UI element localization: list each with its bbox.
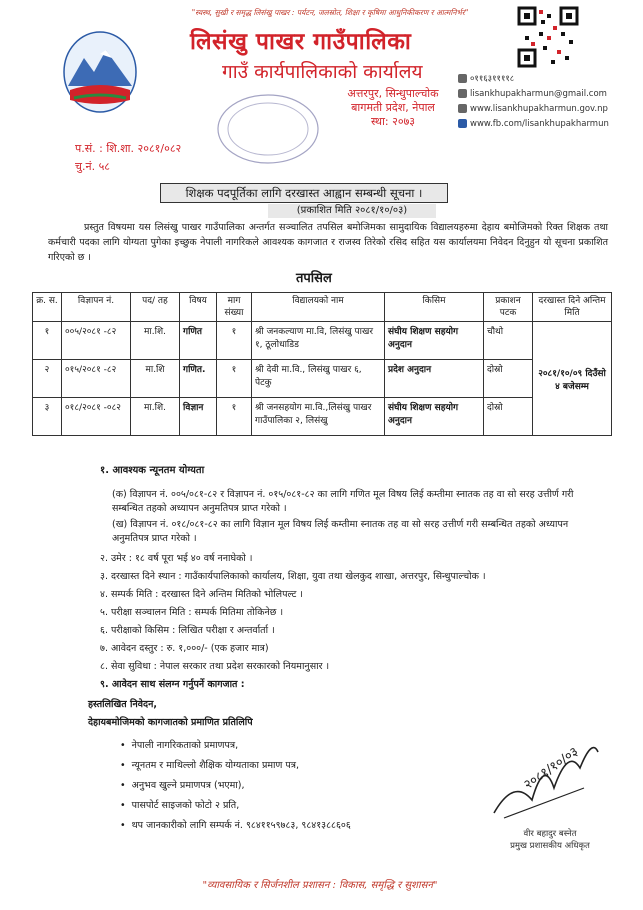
signatory — [500, 828, 600, 852]
reference-block — [75, 140, 181, 176]
email-icon — [458, 89, 467, 98]
table-row: १ ००५/२०८१ -८२ मा.शि. गणित १ श्री जनकल्याण मा.वि, लिसंखु पाखर १, ठूलोधाडिड संघीय शिक्षण सहयोग अनुदान चौथो २०८१/१०/०९ दिउँसो ४ बजेसम्म — [33, 322, 612, 360]
intro-paragraph: प्रस्तुत विषयमा यस लिसंखु पाखर गाउँपालिका अन्तर्गत सञ्चालित तपसिल बमोजिमका सामुदायिक विद्यालयहरुमा देहाय बमोजिमको रिक्त शिक्षक तथा कर्मचारी पदका लागि योग्यता पुगेका इच्छुक नेपाली नागरिकले आवश्यक कागजात र राजस्व तिरेको रसिद सहित यस कार्यालयमा निवेदन दिनुहुन यो सूचना प्रकाशित गरिएको छ । — [48, 222, 608, 263]
requirement-item: ४. सम्पर्क मिति : दरखास्त दिने अन्तिम मितिको भोलिपल्ट । — [100, 589, 304, 600]
facebook-icon — [458, 119, 467, 128]
col-school: विद्यालयको नाम — [252, 293, 385, 322]
col-count: माग संख्या — [217, 293, 252, 322]
deadline-cell: २०८१/१०/०९ दिउँसो ४ बजेसम्म — [533, 322, 612, 436]
ref-number: प.सं. : शि.शा. २०८१/०८२ — [75, 142, 182, 155]
office-stamp — [208, 88, 328, 170]
col-times: प्रकाशन पटक — [484, 293, 533, 322]
signature-image — [484, 718, 604, 828]
col-type: किसिम — [385, 293, 484, 322]
list-item: • पासपोर्ट साइजको फोटो २ प्रति, — [120, 796, 351, 816]
table-header-row — [33, 293, 612, 322]
col-subject: विषय — [180, 293, 217, 322]
office-sub-name: गाउँ कार्यपालिकाको कार्यालय — [222, 61, 423, 83]
requirement-item: ९. आवेदन साथ संलग्न गर्नुपर्ने कागजात : — [100, 679, 245, 690]
col-sn: क्र. स. — [33, 293, 62, 322]
contact-phone: ०११६३११११८ — [458, 72, 609, 87]
table-row: २ ०१५/२०८१ -८२ मा.शि गणित. १ श्री देवी मा.वि., लिसंखु पाखर ६, पेटकु प्रदेश अनुदान दोस्रो — [33, 360, 612, 398]
notice-title: शिक्षक पदपूर्तिका लागि दरखास्त आह्वान सम्बन्धी सूचना । — [160, 183, 448, 203]
document-list — [120, 736, 351, 836]
col-level: पद/ तह — [131, 293, 180, 322]
requirement-ka: (क) विज्ञापन नं. ००५/०८१-८२ र विज्ञापन नं. ०१५/०८१-८२ का लागि गणित मूल विषय लिई कम्तीमा स्नातक तह वा सो सरह उत्तीर्ण गरी सम्बन्धित तहको अध्यापन अनुमतिपत्र प्राप्त गरेको । — [112, 489, 574, 514]
qr-code — [517, 6, 579, 68]
handwritten-application: हस्तलिखित निवेदन, — [88, 699, 157, 710]
published-date: (प्रकाशित मिति २०८१/१०/०३) — [268, 204, 436, 218]
web-icon — [458, 104, 467, 113]
requirement-item: ६. परीक्षाको किसिम : लिखित परीक्षा र अन्तर्वार्ता । — [100, 625, 275, 636]
requirement-kha: (ख) विज्ञापन नं. ०१८/०८१-८२ का लागि विज्ञान मूल विषय लिई कम्तीमा स्नातक तह वा सो सरह उत्तीर्ण गरी सम्बन्धित तहको अध्यापन अनुमतिपत्र प्राप्त गरेको । — [112, 519, 569, 544]
emblem-logo — [60, 28, 140, 116]
table-row: ३ ०१८/२०८१ -०८२ मा.शि. विज्ञान १ श्री जनसहयोग मा.वि.,लिसंखु पाखर गाउँपालिका २, लिसंखु संघीय शिक्षण सहयोग अनुदान दोस्रो — [33, 398, 612, 436]
col-deadline: दरखास्त दिने अन्तिम मिति — [533, 293, 612, 322]
signature-date: २०८१/१०/०३ — [521, 744, 582, 793]
office-address: अत्तरपुर, सिन्धुपाल्चोक बागमती प्रदेश, नेपाल स्था: २०७३ — [347, 87, 439, 128]
contact-email: lisankhupakharmun@gmail.com — [458, 87, 609, 102]
office-name: लिसंखु पाखर गाउँपालिका — [190, 29, 412, 55]
docs-heading: देहायबमोजिमको कागजातको प्रमाणित प्रतिलिपि — [88, 717, 253, 728]
phone-icon — [458, 74, 467, 83]
requirement-item: ७. आवेदन दस्तुर : रु. १,०००/- (एक हजार मात्र) — [100, 643, 269, 654]
contact-web: www.lisankhupakharmun.gov.np — [458, 102, 609, 117]
list-item: • थप जानकारीको लागि सम्पर्क नं. ९८४११५९७८३, ९८४१३८८६०६ — [120, 816, 351, 836]
vacancy-table — [32, 292, 612, 436]
col-adv-no: विज्ञापन नं. — [62, 293, 131, 322]
requirement-item: ८. सेवा सुविधा : नेपाल सरकार तथा प्रदेश सरकारको नियमानुसार । — [100, 661, 330, 672]
contact-facebook: www.fb.com/lisankhupakharmun — [458, 117, 609, 132]
motto: "स्वस्थ, सुखी र समृद्ध लिसंखु पाखर : पर्यटन, जलस्रोत, शिक्षा र कृषिमा आधुनिकीकरण र आत्मनिर्भर" — [191, 8, 469, 17]
list-item: • अनुभव खुल्ने प्रमाणपत्र (भएमा), — [120, 776, 351, 796]
tapsil-heading: तपसिल — [296, 271, 332, 286]
requirements-heading: १. आवश्यक न्यूनतम योग्यता — [100, 465, 205, 476]
chalani-number: चु.नं. ५८ — [75, 160, 111, 173]
footer-slogan: "व्यावसायिक र सिर्जनशील प्रशासन : विकास, समृद्धि र सुशासन" — [202, 880, 438, 891]
requirement-item: ५. परीक्षा सञ्चालन मिति : सम्पर्क मितिमा तोकिनेछ । — [100, 607, 284, 618]
list-item: • न्यूनतम र माथिल्लो शैक्षिक योग्यताका प्रमाण पत्र, — [120, 756, 351, 776]
signatory-name: वीर बहादुर बस्नेत — [523, 829, 577, 839]
list-item: • नेपाली नागरिकताको प्रमाणपत्र, — [120, 736, 351, 756]
requirement-item: ३. दरखास्त दिने स्थान : गाउँकार्यपालिकाको कार्यालय, शिक्षा, युवा तथा खेलकुद शाखा, अत्तरपुर, सिन्धुपाल्चोक । — [100, 571, 486, 582]
requirement-item: २. उमेर : १८ वर्ष पूरा भई ४० वर्ष ननाघेको । — [100, 553, 253, 564]
contact-block — [458, 72, 609, 132]
signatory-designation: प्रमुख प्रशासकीय अधिकृत — [510, 841, 590, 851]
